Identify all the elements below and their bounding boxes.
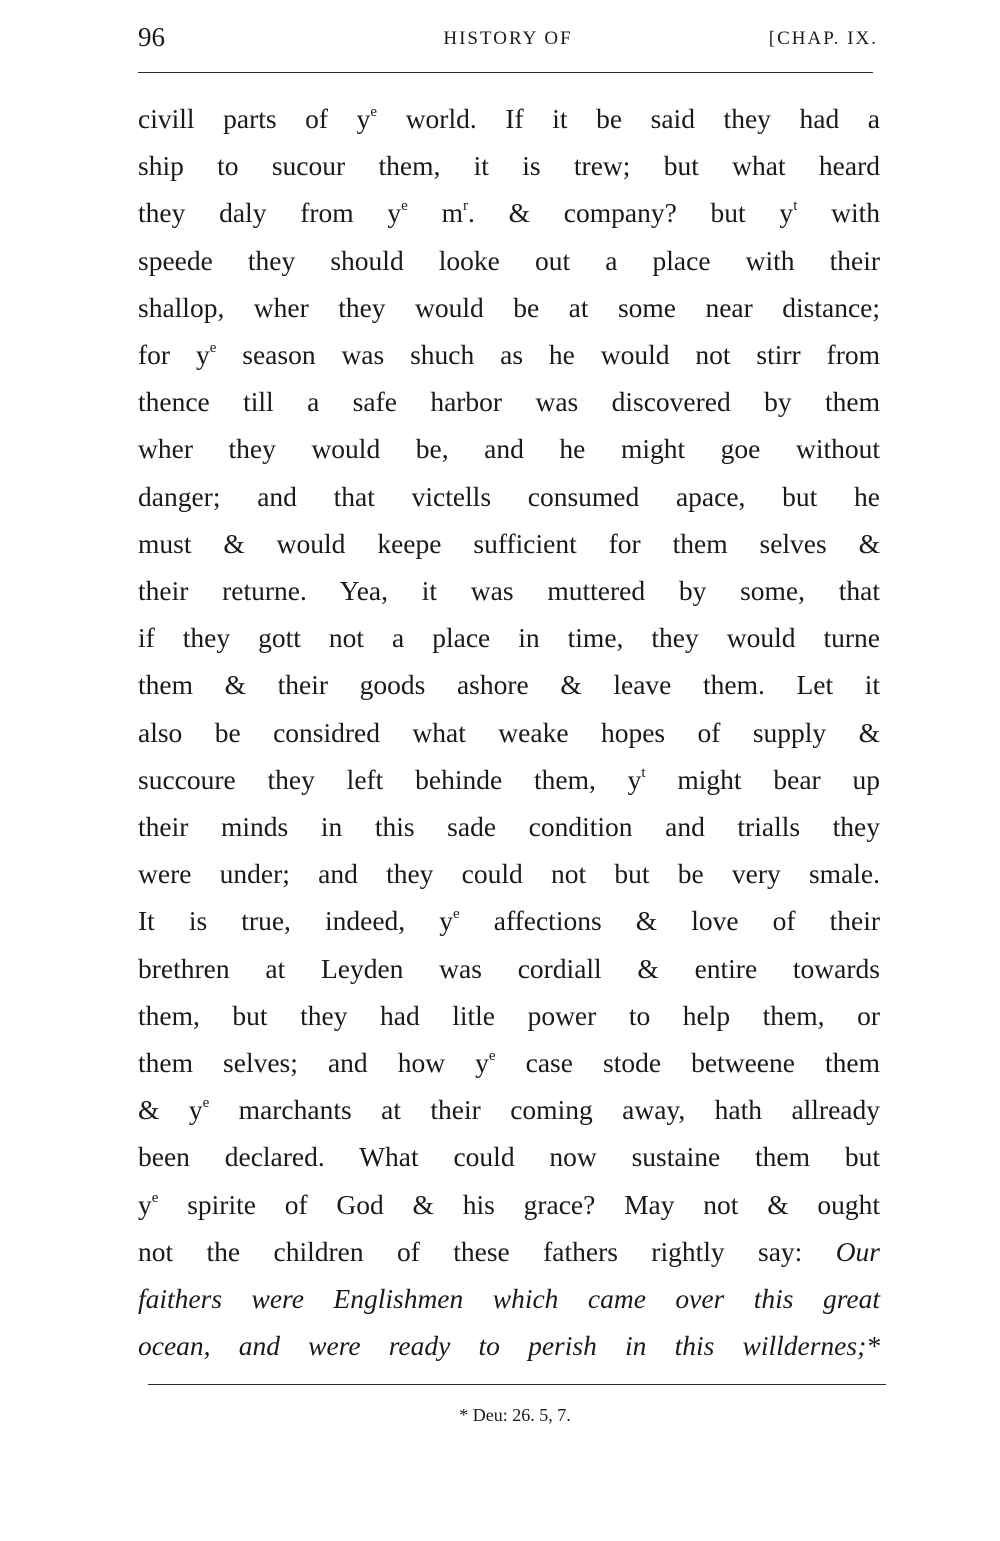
text-segment: must & would keepe sufficient for them selves & [138, 527, 880, 559]
text-line [138, 284, 880, 331]
text-segment: . & company? but y [468, 197, 794, 229]
running-title: HISTORY OF [443, 28, 573, 49]
text-segment: m [407, 197, 463, 229]
text-segment: thence till a safe harbor was discovered by them [138, 386, 880, 418]
text-line [138, 425, 880, 472]
footnote-rule [148, 1384, 886, 1385]
text-segment: danger; and that victells consumed apace, but he [138, 480, 880, 512]
superscript: e [151, 1189, 159, 1206]
header-rule [138, 72, 873, 73]
text-line [138, 1228, 880, 1275]
text-segment: season was shuch as he would not stirr from [216, 339, 880, 371]
chapter-label: [CHAP. IX. [768, 28, 878, 49]
text-line [138, 709, 880, 756]
text-line [138, 142, 880, 189]
text-segment: them selves; and how y [138, 1047, 489, 1079]
text-line [138, 473, 880, 520]
text-line [138, 614, 880, 661]
text-segment: were under; and they could not but be very smale. [138, 858, 880, 890]
superscript: e [370, 104, 378, 120]
text-line [138, 661, 880, 708]
text-segment: & y [138, 1094, 203, 1126]
superscript: e [453, 906, 460, 923]
text-line [138, 520, 880, 567]
text-segment: for y [138, 339, 210, 371]
text-segment: faithers were Englishmen which came over this great [138, 1283, 880, 1315]
text-segment: y [138, 1188, 152, 1220]
text-segment: Our [835, 1235, 880, 1267]
text-line [138, 567, 880, 614]
page-number: 96 [138, 22, 165, 52]
text-segment: succoure they left behinde them, y [138, 763, 642, 795]
superscript: e [202, 1095, 210, 1112]
superscript: t [641, 764, 646, 781]
text-line [138, 237, 880, 284]
text-line [138, 1322, 880, 1369]
text-line [138, 1181, 880, 1228]
text-segment: world. If it be said they had a [377, 103, 880, 134]
text-line [138, 897, 880, 944]
superscript: e [209, 340, 217, 357]
text-segment: not the children of these fathers rightly say: [138, 1235, 836, 1267]
page-header [138, 22, 878, 56]
text-segment: if they gott not a place in time, they would turne [138, 622, 880, 654]
text-line [138, 992, 880, 1039]
body-text [138, 95, 880, 1369]
text-segment: they daly from y [138, 197, 402, 229]
text-line [138, 189, 880, 236]
text-segment: might bear up [645, 763, 880, 795]
text-segment: marchants at their coming away, hath allready [209, 1094, 881, 1126]
text-line [138, 378, 880, 425]
text-line [138, 850, 880, 897]
text-segment: also be considred what weake hopes of supply & [138, 716, 880, 748]
text-line [138, 803, 880, 850]
text-line [138, 1039, 880, 1086]
text-line [138, 945, 880, 992]
text-segment: been declared. What could now sustaine them but [138, 1141, 880, 1173]
superscript: t [793, 198, 798, 215]
text-segment: them, but they had litle power to help them, or [138, 999, 880, 1031]
text-segment: them & their goods ashore & leave them. Let it [138, 669, 880, 701]
footnote: * Deu: 26. 5, 7. [459, 1405, 571, 1425]
text-segment: their minds in this sade condition and trialls they [138, 811, 880, 843]
text-segment: ship to sucour them, it is trew; but what heard [138, 150, 880, 182]
text-segment: case stode betweene them [495, 1047, 880, 1079]
text-segment: brethren at Leyden was cordiall & entire towards [138, 952, 880, 984]
text-line [138, 1086, 880, 1133]
superscript: e [401, 198, 408, 215]
text-line [138, 1275, 880, 1322]
text-segment: wher they would be, and he might goe without [138, 433, 880, 465]
text-segment: spirite of God & his grace? May not & ought [158, 1188, 880, 1220]
text-line [138, 756, 880, 803]
text-segment: shallop, wher they would be at some near distance; [138, 291, 880, 323]
superscript: e [488, 1048, 496, 1065]
superscript: r [463, 198, 468, 215]
text-line [138, 1133, 880, 1180]
text-segment: affections & love of their [459, 905, 880, 937]
text-segment: their returne. Yea, it was muttered by some, that [138, 575, 880, 607]
text-line [138, 95, 880, 142]
text-segment: It is true, indeed, y [138, 905, 453, 937]
text-line [138, 331, 880, 378]
text-segment: ocean, and were ready to perish in this willdernes;* [138, 1330, 880, 1362]
text-segment: speede they should looke out a place with their [138, 244, 880, 276]
text-segment: civill parts of y [138, 103, 371, 134]
text-segment: with [797, 197, 881, 229]
